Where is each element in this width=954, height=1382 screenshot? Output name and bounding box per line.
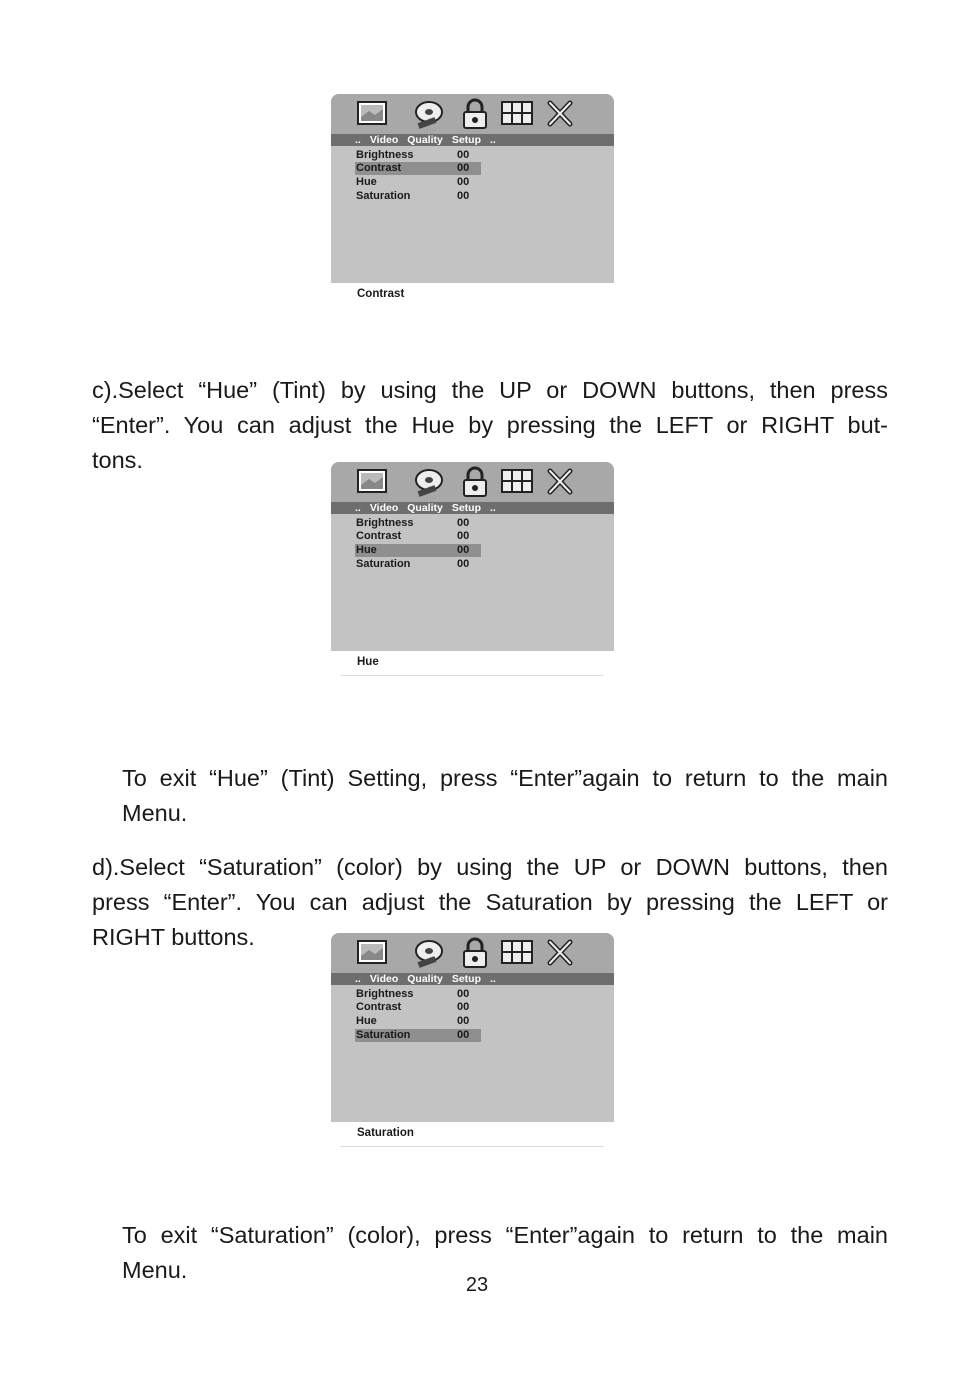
osd-icon-bar [331, 94, 614, 134]
menu-row-value: 00 [457, 1029, 470, 1041]
tab-quality[interactable]: Quality [407, 502, 443, 514]
picture-icon[interactable] [355, 937, 391, 969]
tab-prev[interactable]: .. [355, 973, 361, 985]
menu-row-value: 00 [457, 544, 470, 556]
osd-caption: Contrast [357, 288, 405, 300]
text-line: d).Select “Saturation” (color) by using the UP or DOWN buttons, then [92, 854, 888, 880]
close-icon[interactable] [542, 937, 578, 969]
close-icon[interactable] [542, 466, 578, 498]
text-line: To exit “Saturation” (color), press “Enter”again to return to the main [122, 1222, 888, 1248]
exit-hue-note [92, 761, 888, 831]
menu-row-value: 00 [457, 530, 470, 542]
picture-icon[interactable] [355, 466, 391, 498]
osd-icon-bar [331, 462, 614, 502]
lock-icon[interactable] [457, 98, 493, 130]
tab-video[interactable]: Video [369, 973, 399, 985]
menu-row-saturation[interactable] [355, 558, 481, 571]
tab-video[interactable]: Video [369, 134, 399, 146]
menu-row-contrast[interactable] [355, 162, 481, 175]
tab-prev[interactable]: .. [355, 134, 361, 146]
text-line: To exit “Hue” (Tint) Setting, press “Enter”again to return to the main [122, 765, 888, 791]
text-line: Menu. [122, 800, 188, 826]
menu-row-label: Contrast [356, 1001, 402, 1013]
tab-video[interactable]: Video [369, 502, 399, 514]
menu-row-brightness[interactable] [355, 988, 481, 1001]
text-line: “Enter”. You can adjust the Hue by pressing the LEFT or RIGHT but- [92, 412, 888, 438]
menu-row-label: Saturation [356, 190, 411, 202]
tab-next[interactable]: .. [490, 134, 496, 146]
grid-icon[interactable] [499, 466, 535, 498]
osd-screen-hue [331, 462, 614, 651]
grid-icon[interactable] [499, 98, 535, 130]
osd-caption: Saturation [357, 1127, 414, 1139]
tab-next[interactable]: .. [490, 973, 496, 985]
tab-prev[interactable]: .. [355, 502, 361, 514]
menu-row-label: Brightness [356, 517, 414, 529]
osd-screen-saturation [331, 933, 614, 1122]
menu-row-value: 00 [457, 176, 470, 188]
menu-row-value: 00 [457, 1015, 470, 1027]
menu-row-value: 00 [457, 162, 470, 174]
osd-tab-bar [331, 502, 614, 514]
menu-row-value: 00 [457, 190, 470, 202]
disc-icon[interactable] [412, 937, 448, 969]
tab-next[interactable]: .. [490, 502, 496, 514]
menu-row-value: 00 [457, 517, 470, 529]
menu-row-label: Hue [356, 1015, 377, 1027]
menu-row-label: Contrast [356, 162, 402, 174]
menu-row-label: Brightness [356, 988, 414, 1000]
menu-row-hue[interactable] [355, 1015, 481, 1028]
menu-row-brightness[interactable] [355, 149, 481, 162]
picture-icon[interactable] [355, 98, 391, 130]
tab-quality[interactable]: Quality [407, 134, 443, 146]
menu-row-saturation[interactable] [355, 1029, 481, 1042]
page-number: 23 [465, 1274, 489, 1296]
menu-row-value: 00 [457, 558, 470, 570]
tab-setup[interactable]: Setup [451, 502, 482, 514]
text-line: c).Select “Hue” (Tint) by using the UP or DOWN buttons, then press [92, 377, 888, 403]
osd-icon-bar [331, 933, 614, 973]
menu-row-contrast[interactable] [355, 1001, 481, 1014]
lock-icon[interactable] [457, 466, 493, 498]
tab-quality[interactable]: Quality [407, 973, 443, 985]
menu-row-hue[interactable] [355, 544, 481, 557]
tab-setup[interactable]: Setup [451, 134, 482, 146]
osd-caption: Hue [357, 656, 379, 668]
menu-row-value: 00 [457, 988, 470, 1000]
menu-row-hue[interactable] [355, 176, 481, 189]
osd-screen-contrast [331, 94, 614, 283]
disc-icon[interactable] [412, 466, 448, 498]
osd-tab-bar [331, 134, 614, 146]
menu-row-contrast[interactable] [355, 530, 481, 543]
menu-row-label: Contrast [356, 530, 402, 542]
menu-row-brightness[interactable] [355, 517, 481, 530]
osd-tab-bar [331, 973, 614, 985]
text-line: press “Enter”. You can adjust the Saturation by pressing the LEFT or [92, 889, 888, 915]
menu-row-value: 00 [457, 149, 470, 161]
divider [340, 675, 604, 676]
grid-icon[interactable] [499, 937, 535, 969]
close-icon[interactable] [542, 98, 578, 130]
menu-row-value: 00 [457, 1001, 470, 1013]
menu-row-label: Brightness [356, 149, 414, 161]
disc-icon[interactable] [412, 98, 448, 130]
menu-row-label: Saturation [356, 1029, 411, 1041]
text-line: RIGHT buttons. [92, 924, 255, 950]
menu-row-saturation[interactable] [355, 190, 481, 203]
text-line: Menu. [122, 1257, 188, 1283]
divider [340, 1146, 604, 1147]
lock-icon[interactable] [457, 937, 493, 969]
menu-row-label: Saturation [356, 558, 411, 570]
menu-row-label: Hue [356, 544, 377, 556]
menu-row-label: Hue [356, 176, 377, 188]
tab-setup[interactable]: Setup [451, 973, 482, 985]
text-line: tons. [92, 447, 143, 473]
